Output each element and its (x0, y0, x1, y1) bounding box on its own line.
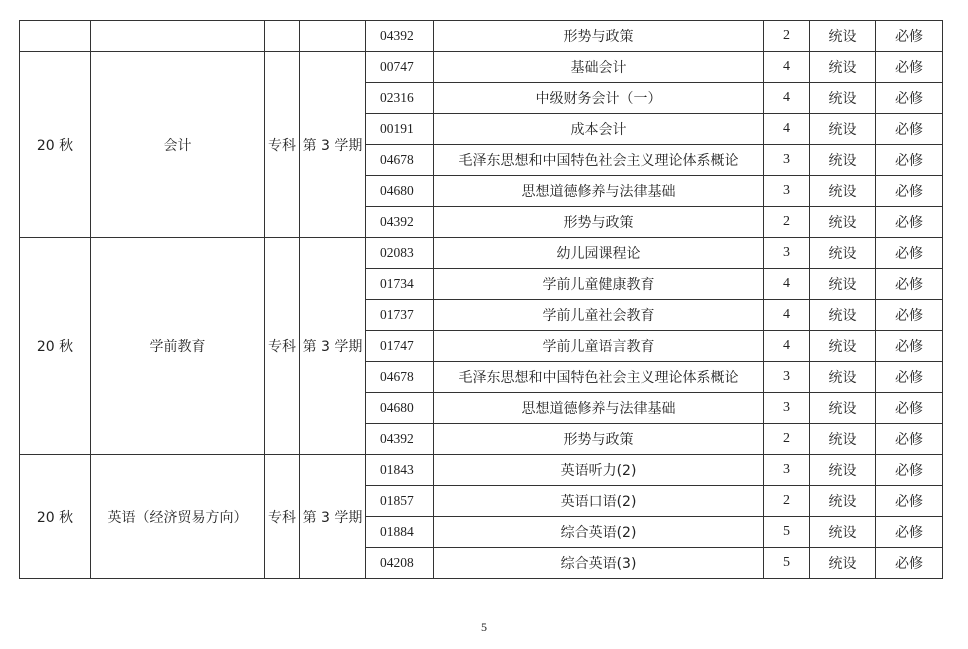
course-code-cell: 04680 (366, 393, 434, 424)
course-name-cell: 综合英语(3) (434, 548, 764, 579)
credit-cell: 3 (764, 455, 810, 486)
course-code-cell: 04392 (366, 424, 434, 455)
exam-type-cell: 统设 (810, 21, 876, 52)
credit-cell: 2 (764, 486, 810, 517)
course-name-cell: 形势与政策 (434, 21, 764, 52)
course-category-cell: 必修 (876, 21, 943, 52)
credit-cell: 2 (764, 207, 810, 238)
term-cell: 20 秋 (20, 238, 91, 455)
semester-cell: 第 3 学期 (300, 238, 366, 455)
credit-cell: 3 (764, 238, 810, 269)
table-row (20, 238, 943, 269)
exam-type-cell: 统设 (810, 331, 876, 362)
exam-type-cell: 统设 (810, 455, 876, 486)
course-name-cell: 英语口语(2) (434, 486, 764, 517)
course-code-cell: 01734 (366, 269, 434, 300)
course-name-cell: 思想道德修养与法律基础 (434, 393, 764, 424)
exam-type-cell: 统设 (810, 486, 876, 517)
credit-cell: 5 (764, 548, 810, 579)
course-name-cell: 学前儿童健康教育 (434, 269, 764, 300)
course-category-cell: 必修 (876, 238, 943, 269)
credit-cell: 2 (764, 424, 810, 455)
course-code-cell: 01884 (366, 517, 434, 548)
level-cell: 专科 (265, 52, 300, 238)
course-category-cell: 必修 (876, 114, 943, 145)
course-category-cell: 必修 (876, 424, 943, 455)
course-category-cell: 必修 (876, 331, 943, 362)
course-code-cell: 04680 (366, 176, 434, 207)
course-code-cell: 01843 (366, 455, 434, 486)
course-name-cell: 思想道德修养与法律基础 (434, 176, 764, 207)
major-cell (91, 21, 265, 52)
course-category-cell: 必修 (876, 207, 943, 238)
exam-type-cell: 统设 (810, 83, 876, 114)
course-category-cell: 必修 (876, 83, 943, 114)
credit-cell: 4 (764, 114, 810, 145)
course-category-cell: 必修 (876, 300, 943, 331)
course-code-cell: 04392 (366, 21, 434, 52)
credit-cell: 3 (764, 145, 810, 176)
course-name-cell: 成本会计 (434, 114, 764, 145)
course-schedule-table (19, 20, 943, 579)
exam-type-cell: 统设 (810, 114, 876, 145)
exam-type-cell: 统设 (810, 424, 876, 455)
course-name-cell: 综合英语(2) (434, 517, 764, 548)
exam-type-cell: 统设 (810, 393, 876, 424)
course-name-cell: 毛泽东思想和中国特色社会主义理论体系概论 (434, 145, 764, 176)
course-category-cell: 必修 (876, 176, 943, 207)
course-category-cell: 必修 (876, 455, 943, 486)
exam-type-cell: 统设 (810, 548, 876, 579)
course-name-cell: 学前儿童社会教育 (434, 300, 764, 331)
credit-cell: 4 (764, 269, 810, 300)
credit-cell: 4 (764, 300, 810, 331)
course-category-cell: 必修 (876, 548, 943, 579)
credit-cell: 4 (764, 52, 810, 83)
level-cell (265, 21, 300, 52)
credit-cell: 3 (764, 176, 810, 207)
course-name-cell: 形势与政策 (434, 207, 764, 238)
course-code-cell: 04208 (366, 548, 434, 579)
semester-cell: 第 3 学期 (300, 52, 366, 238)
course-code-cell: 04678 (366, 145, 434, 176)
table-row (20, 455, 943, 486)
course-code-cell: 02316 (366, 83, 434, 114)
course-category-cell: 必修 (876, 486, 943, 517)
course-code-cell: 00191 (366, 114, 434, 145)
credit-cell: 4 (764, 83, 810, 114)
credit-cell: 2 (764, 21, 810, 52)
course-code-cell: 01737 (366, 300, 434, 331)
level-cell: 专科 (265, 455, 300, 579)
exam-type-cell: 统设 (810, 238, 876, 269)
term-cell (20, 21, 91, 52)
course-name-cell: 毛泽东思想和中国特色社会主义理论体系概论 (434, 362, 764, 393)
major-cell: 学前教育 (91, 238, 265, 455)
semester-cell: 第 3 学期 (300, 455, 366, 579)
table-row (20, 52, 943, 83)
course-code-cell: 02083 (366, 238, 434, 269)
course-name-cell: 基础会计 (434, 52, 764, 83)
term-cell: 20 秋 (20, 455, 91, 579)
course-category-cell: 必修 (876, 517, 943, 548)
course-code-cell: 04392 (366, 207, 434, 238)
course-category-cell: 必修 (876, 269, 943, 300)
exam-type-cell: 统设 (810, 52, 876, 83)
term-cell: 20 秋 (20, 52, 91, 238)
course-category-cell: 必修 (876, 393, 943, 424)
credit-cell: 3 (764, 362, 810, 393)
exam-type-cell: 统设 (810, 517, 876, 548)
major-cell: 英语（经济贸易方向） (91, 455, 265, 579)
exam-type-cell: 统设 (810, 300, 876, 331)
course-name-cell: 形势与政策 (434, 424, 764, 455)
course-name-cell: 中级财务会计（一） (434, 83, 764, 114)
exam-type-cell: 统设 (810, 362, 876, 393)
exam-type-cell: 统设 (810, 176, 876, 207)
course-category-cell: 必修 (876, 145, 943, 176)
course-name-cell: 幼儿园课程论 (434, 238, 764, 269)
semester-cell (300, 21, 366, 52)
course-code-cell: 00747 (366, 52, 434, 83)
table-row (20, 21, 943, 52)
level-cell: 专科 (265, 238, 300, 455)
course-name-cell: 学前儿童语言教育 (434, 331, 764, 362)
course-code-cell: 01857 (366, 486, 434, 517)
credit-cell: 3 (764, 393, 810, 424)
course-category-cell: 必修 (876, 52, 943, 83)
credit-cell: 5 (764, 517, 810, 548)
exam-type-cell: 统设 (810, 145, 876, 176)
page-number: 5 (481, 620, 487, 634)
exam-type-cell: 统设 (810, 207, 876, 238)
course-code-cell: 04678 (366, 362, 434, 393)
credit-cell: 4 (764, 331, 810, 362)
course-category-cell: 必修 (876, 362, 943, 393)
exam-type-cell: 统设 (810, 269, 876, 300)
course-name-cell: 英语听力(2) (434, 455, 764, 486)
course-code-cell: 01747 (366, 331, 434, 362)
major-cell: 会计 (91, 52, 265, 238)
